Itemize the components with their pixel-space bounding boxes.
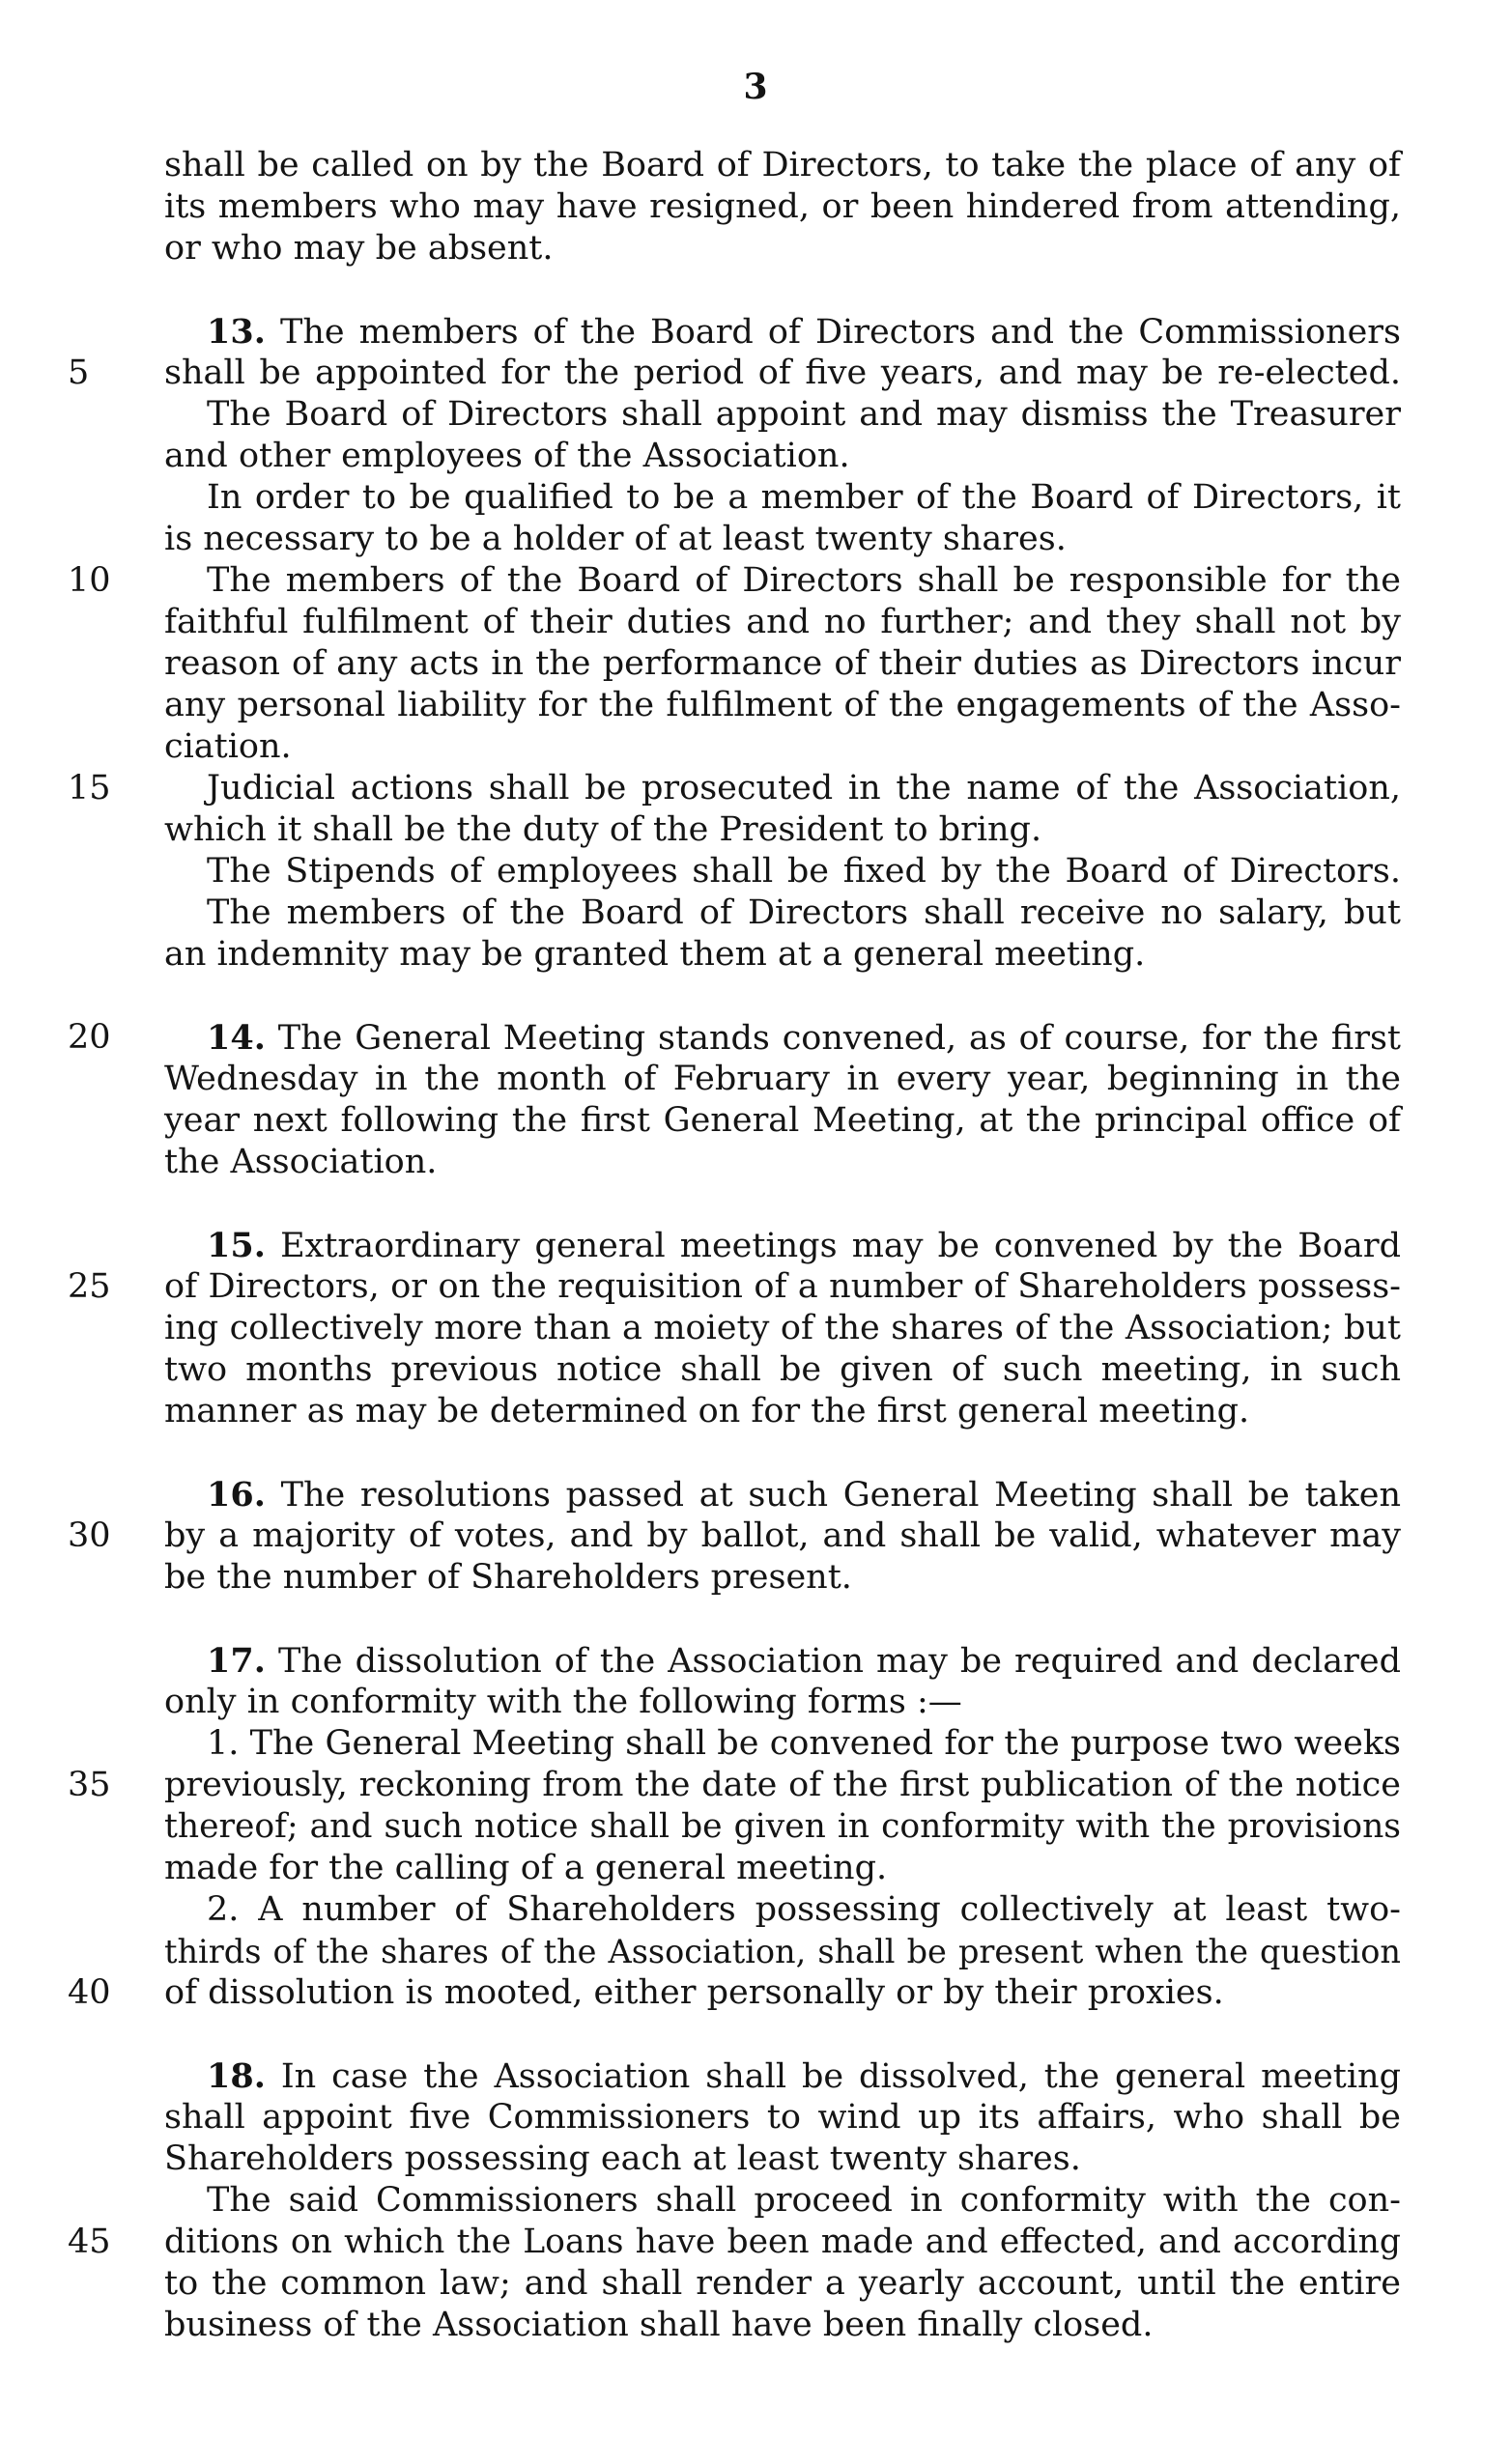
text-line <box>164 1806 1401 1848</box>
line-text: shall be called on by the Board of Directors, to take the place of any of <box>164 146 1401 184</box>
text-line <box>164 602 1401 643</box>
text-line <box>164 394 1401 436</box>
text-line <box>164 1308 1401 1349</box>
text-line <box>164 2305 1401 2346</box>
body-text <box>68 145 1401 2346</box>
text-line <box>164 934 1401 976</box>
line-text: The members of the Board of Directors shall be responsible for the <box>207 561 1401 600</box>
text-line <box>164 311 1401 353</box>
line-number: 40 <box>68 1973 111 2012</box>
line-text: In case the Association shall be dissolved, the general meeting <box>280 2057 1401 2096</box>
text-line <box>164 1640 1401 1682</box>
text-line <box>164 892 1401 934</box>
line-text: faithful fulfilment of their duties and no further; and they shall not by <box>164 603 1401 641</box>
line-text: any personal liability for the fulfilment of the engagements of the Asso- <box>164 686 1401 724</box>
line-text: The members of the Board of Directors and the Commissioners <box>279 313 1401 352</box>
line-text: shall be appointed for the period of five years, and may be re-elected. <box>164 354 1401 392</box>
line-text: of dissolution is mooted, either personally or by their proxies. <box>164 1973 1224 2012</box>
line-text: made for the calling of a general meeting. <box>164 1849 888 1887</box>
line-text: In order to be qualified to be a member of the Board of Directors, it <box>207 478 1401 517</box>
text-line <box>164 685 1401 726</box>
line-text: manner as may be determined on for the first general meeting. <box>164 1392 1250 1430</box>
text-line <box>164 1848 1401 1889</box>
line-text: the Association. <box>164 1143 438 1181</box>
line-text: only in conformity with the following forms :— <box>164 1683 962 1721</box>
line-number: 35 <box>68 1766 111 1804</box>
line-text: 2. A number of Shareholders possessing collectively at least two- <box>207 1890 1401 1929</box>
text-line <box>164 1100 1401 1142</box>
text-line <box>164 519 1401 560</box>
line-text: or who may be absent. <box>164 229 554 268</box>
line-number: 10 <box>68 561 111 600</box>
section-number: 13. <box>207 312 266 352</box>
line-text: The General Meeting stands convened, as of course, for the first <box>277 1019 1401 1058</box>
text-line <box>164 1682 1401 1723</box>
line-text: which it shall be the duty of the President to bring. <box>164 810 1042 849</box>
line-text: The said Commissioners shall proceed in conformity with the con- <box>207 2181 1401 2220</box>
text-line <box>68 1017 1401 1059</box>
line-number: 45 <box>68 2223 111 2261</box>
text-line <box>164 145 1401 186</box>
line-text: its members who may have resigned, or been hindered from attending, <box>164 187 1401 226</box>
text-line <box>68 2222 1401 2263</box>
text-line <box>164 2055 1401 2097</box>
text-line <box>68 768 1401 809</box>
line-text: The Stipends of employees shall be fixed by the Board of Directors. <box>207 852 1401 891</box>
text-line <box>164 809 1401 851</box>
line-text: business of the Association shall have been finally closed. <box>164 2306 1154 2344</box>
line-number: 30 <box>68 1516 111 1555</box>
text-line <box>68 1266 1401 1308</box>
line-text: be the number of Shareholders present. <box>164 1558 852 1597</box>
text-line <box>164 1349 1401 1391</box>
text-line <box>164 2180 1401 2222</box>
line-text: to the common law; and shall render a yearly account, until the entire <box>164 2264 1401 2303</box>
text-line <box>164 1557 1401 1599</box>
line-text: The resolutions passed at such General Meeting shall be taken <box>280 1476 1401 1515</box>
text-line <box>164 436 1401 477</box>
text-line <box>164 851 1401 892</box>
line-number: 15 <box>68 769 111 807</box>
line-number: 25 <box>68 1267 111 1306</box>
line-text: ciation. <box>164 727 292 766</box>
text-line <box>164 477 1401 519</box>
text-line <box>164 2097 1401 2138</box>
line-text: ditions on which the Loans have been made and effected, and according <box>164 2223 1401 2261</box>
text-line <box>164 228 1401 269</box>
line-text: Wednesday in the month of February in every year, beginning in the <box>164 1060 1401 1098</box>
line-text: ing collectively more than a moiety of the shares of the Association; but <box>164 1309 1401 1347</box>
section-number: 18. <box>207 2056 266 2096</box>
text-line <box>164 1059 1401 1100</box>
section-number: 17. <box>207 1641 266 1681</box>
line-text: of Directors, or on the requisition of a number of Shareholders possess- <box>164 1267 1401 1306</box>
line-text: by a majority of votes, and by ballot, and shall be valid, whatever may <box>164 1516 1401 1555</box>
line-text: year next following the first General Meeting, at the principal office of <box>164 1101 1401 1140</box>
text-line <box>164 1474 1401 1515</box>
line-text: two months previous notice shall be given of such meeting, in such <box>164 1350 1401 1389</box>
text-line <box>164 1142 1401 1183</box>
text-line <box>164 1391 1401 1432</box>
section-number: 16. <box>207 1475 266 1515</box>
text-line <box>164 1723 1401 1765</box>
line-text: is necessary to be a holder of at least twenty shares. <box>164 520 1067 558</box>
line-text: an indemnity may be granted them at a general meeting. <box>164 935 1146 974</box>
text-line <box>164 2263 1401 2305</box>
line-text: Judicial actions shall be prosecuted in the name of the Association, <box>207 769 1401 807</box>
text-line <box>164 726 1401 768</box>
text-line <box>164 2138 1401 2180</box>
line-text: Extraordinary general meetings may be convened by the Board <box>280 1227 1401 1265</box>
line-text: The members of the Board of Directors shall receive no salary, but <box>207 893 1401 932</box>
text-line <box>68 353 1401 394</box>
line-text: 1. The General Meeting shall be convened for the purpose two weeks <box>207 1724 1401 1763</box>
line-text: reason of any acts in the performance of their duties as Directors incur <box>164 644 1401 683</box>
line-number: 5 <box>68 354 90 392</box>
text-line <box>164 186 1401 228</box>
text-line <box>68 560 1401 602</box>
text-line <box>164 1889 1401 1931</box>
text-line <box>164 1225 1401 1266</box>
section-number: 15. <box>207 1226 266 1265</box>
line-number: 20 <box>68 1018 111 1057</box>
text-line <box>68 1972 1401 2014</box>
line-text: Shareholders possessing each at least twenty shares. <box>164 2139 1081 2178</box>
line-text: The Board of Directors shall appoint and may dismiss the Treasurer <box>207 395 1401 434</box>
line-text: The dissolution of the Association may be required and declared <box>277 1642 1401 1681</box>
text-line <box>68 1765 1401 1806</box>
text-line <box>68 1515 1401 1557</box>
line-text: and other employees of the Association. <box>164 437 850 475</box>
line-text: previously, reckoning from the date of the first publication of the notice <box>164 1766 1401 1804</box>
text-line <box>164 643 1401 685</box>
page-number: 3 <box>743 67 768 107</box>
line-text: thirds of the shares of the Association, shall be present when the question <box>164 1933 1401 1970</box>
section-number: 14. <box>207 1018 266 1058</box>
line-text: shall appoint five Commissioners to wind up its affairs, who shall be <box>164 2098 1401 2137</box>
line-text: thereof; and such notice shall be given in conformity with the provisions <box>164 1807 1401 1846</box>
text-line <box>164 1931 1401 1972</box>
